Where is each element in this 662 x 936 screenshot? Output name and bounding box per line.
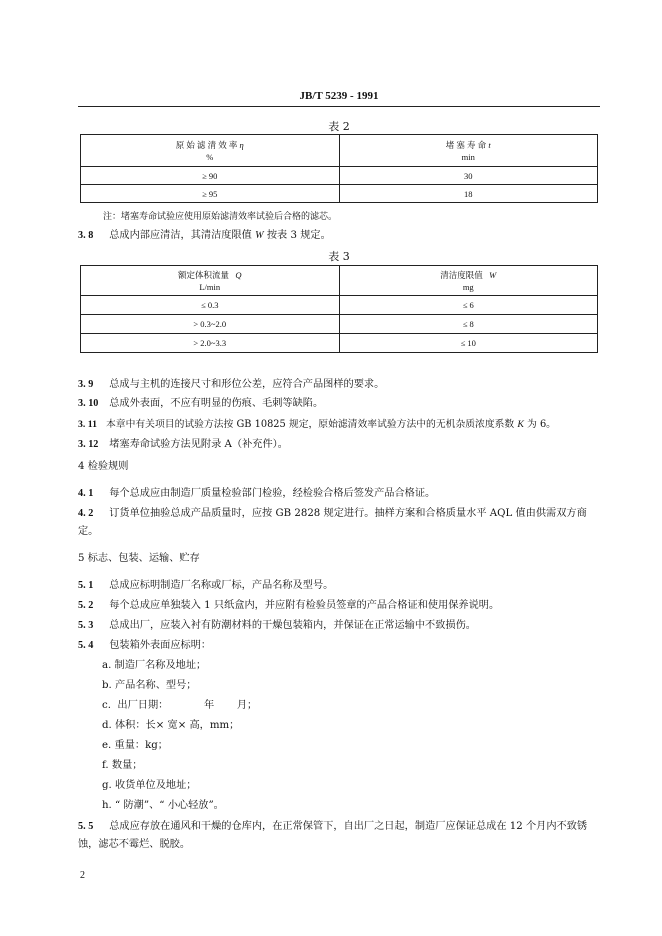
table-cell: ≤ 10 [339,334,598,353]
table-cell: ≥ 95 [81,185,340,203]
clause-3-10: 3. 10 总成外表面，不应有明显的伤痕、毛刺等缺陷。 [78,398,324,409]
table3-header-col1: 额定体积流量 Q L/min [81,266,340,296]
list-item: d. 体积：长× 宽× 高，mm； [102,720,240,731]
table2-header-col1: 原 始 滤 清 效 率 η % [81,135,340,167]
table-cell: ≤ 0.3 [81,296,340,315]
list-item: a. 制造厂名称及地址； [102,660,207,671]
clause-3-9: 3. 9 总成与主机的连接尺寸和形位公差，应符合产品图样的要求。 [78,379,385,390]
list-item: b. 产品名称、型号； [102,680,197,691]
table-cell: ≤ 8 [339,315,598,334]
standard-header: JB/T 5239 - 1991 [299,90,379,102]
section-5-heading: 5 标志、包装、运输、贮存 [78,553,200,564]
list-item: c. 出厂日期： 年 月； [102,700,258,711]
clause-5-4: 5. 4 包装箱外表面应标明： [78,640,212,651]
clause-5-3: 5. 3 总成出厂，应装入衬有防潮材料的干燥包装箱内，并保证在正常运输中不致损伤。 [78,620,476,631]
list-item: h. “ 防潮”、“ 小心轻放”。 [102,800,224,811]
table-row [81,167,598,185]
table-cell: ≤ 6 [339,296,598,315]
list-item: g. 收货单位及地址； [102,780,197,791]
clause-4-2: 4. 2 订货单位抽验总成产品质量时，应按 GB 2828 规定进行。抽样方案和合格质量水平 AQL 值由供需双方商定。 [78,508,587,537]
table3-caption: 表 3 [328,250,350,263]
table-cell: > 0.3~2.0 [81,315,340,334]
table-row [81,185,598,203]
page-number: 2 [80,870,85,881]
table-cell: 30 [339,167,598,185]
section-4-heading: 4 检验规则 [78,461,129,472]
clause-3-12: 3. 12 堵塞寿命试验方法见附录 A（补充件）。 [78,439,288,450]
table2-note: 注：堵塞寿命试验应使用原始滤清效率试验后合格的滤芯。 [103,212,338,222]
table-row [81,315,598,334]
table2-header-col2: 堵 塞 寿 命 t min [339,135,598,167]
clause-5-5: 5. 5 总成应存放在通风和干燥的仓库内，在正常保管下，自出厂之日起，制造厂应保证总成在 12 个月内不致锈蚀，滤芯不霉烂、脱胶。 [78,821,588,850]
table3-header-col2: 清洁度限值 W mg [339,266,598,296]
clause-4-1: 4. 1 每个总成应由制造厂质量检验部门检验，经检验合格后签发产品合格证。 [78,488,436,499]
table-cell: 18 [339,185,598,203]
list-item: e. 重量：kg； [102,740,168,751]
table-cell: ≥ 90 [81,167,340,185]
clause-3-8: 3. 8 总成内部应清洁，其清洁度限值 W 按表 3 规定。 [78,230,331,241]
clause-5-1: 5. 1 总成应标明制造厂名称或厂标，产品名称及型号。 [78,580,334,591]
table2 [80,134,598,203]
header-rule [78,106,600,107]
table3 [80,265,598,353]
clause-5-2: 5. 2 每个总成应单独装入 1 只纸盒内，并应附有检验员签章的产品合格证和使用保养说明。 [78,600,500,611]
list-item: f. 数量； [102,760,143,771]
table-cell: > 2.0~3.3 [81,334,340,353]
table-row [81,334,598,353]
table2-caption: 表 2 [328,120,350,133]
clause-3-11: 3. 11 本章中有关项目的试验方法按 GB 10825 规定，原始滤清效率试验方法中的无机杂质浓度系数 K 为 6。 [78,419,556,430]
table-row [81,296,598,315]
